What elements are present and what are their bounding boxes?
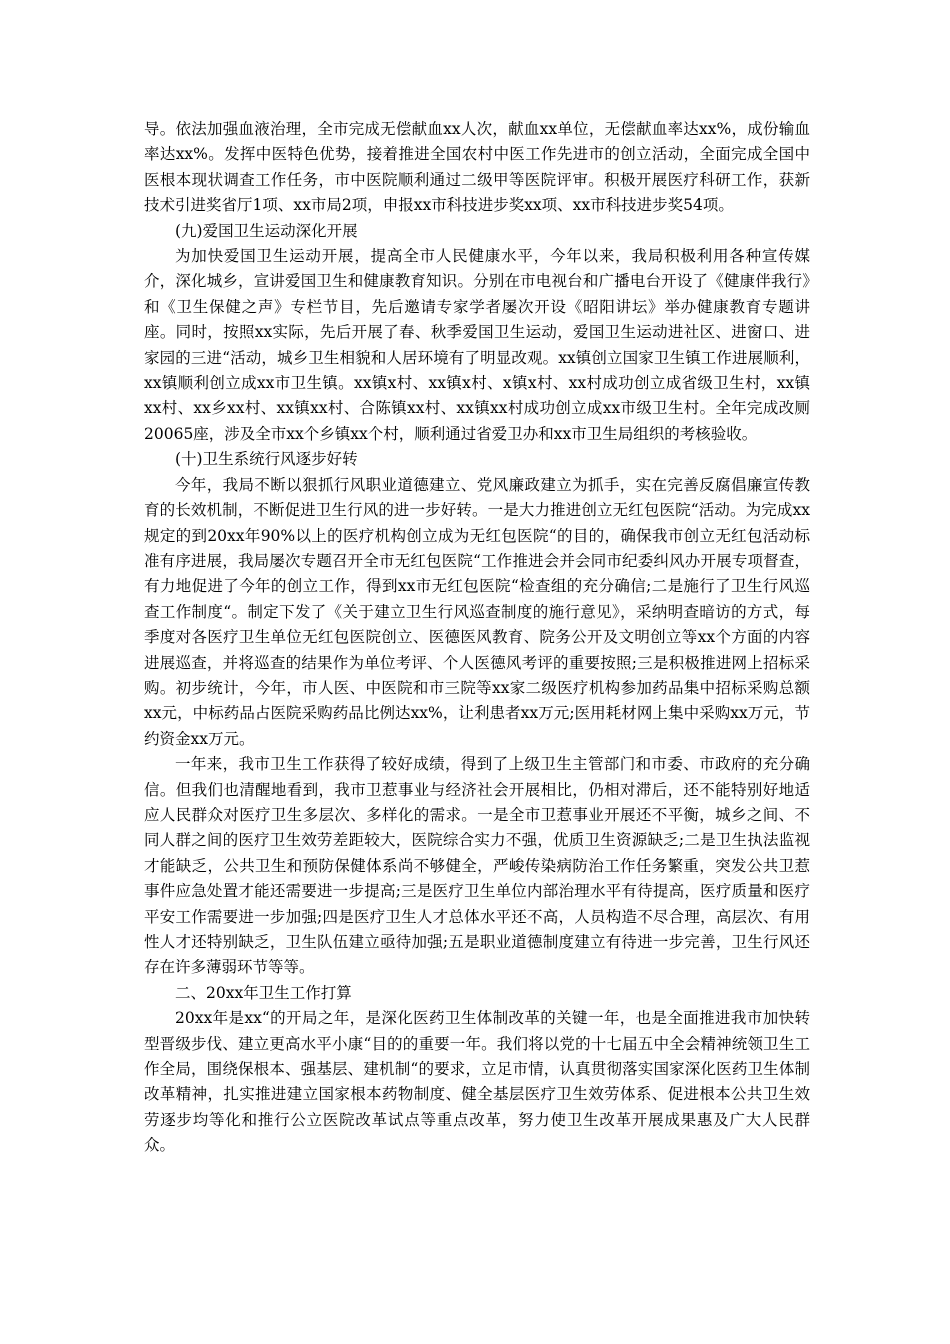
document-page: [144, 117, 810, 1159]
paragraph-industry-style: 今年，我局不断以狠抓行风职业道德建立、党风廉政建立为抓手，实在完善反腐倡廉宣传教育的长效机制，不断促进卫生行风的进一步好转。一是大力推进创立无红包医院“活动。为完成xx规定的到20xx年90%以上的医疗机构创立成为无红包医院“的目的，确保我市创立无红包活动标准有序进展，我局屡次专题召开全市无红包医院“工作推进会并会同市纪委纠风办开展专项督查，有力地促进了今年的创立工作，得到xx市无红包医院“检查组的充分确信;二是施行了卫生行风巡查工作制度“。制定下发了《关于建立卫生行风巡查制度的施行意见》，采纳明查暗访的方式，每季度对各医疗卫生单位无红包医院创立、医德医风教育、院务公开及文明创立等xx个方面的内容进展巡查，并将巡查的结果作为单位考评、个人医德风考评的重要按照;三是积极推进网上招标采购。初步统计，今年，市人医、中医院和市三院等xx家二级医疗机构参加药品集中招标采购总额xx元，中标药品占医院采购药品比例达xx%，让利患者xx万元;医用耗材网上集中采购xx万元，节约资金xx万元。: [144, 475, 810, 748]
section-heading-patriotic-health: (九)爱国卫生运动深化开展: [175, 221, 358, 240]
paragraph-patriotic-health: 为加快爱国卫生运动开展，提高全市人民健康水平，今年以来，我局积极利用各种宣传媒介，深化城乡，宣讲爱国卫生和健康教育知识。分别在市电视台和广播电台开设了《健康伴我行》和《卫生保健之声》专栏节目，先后邀请专家学者屡次开设《昭阳讲坛》举办健康教育专题讲座。同时，按照xx实际，先后开展了春、秋季爱国卫生运动，爱国卫生运动进社区、进窗口、进家园的三进“活动，城乡卫生相貌和人居环境有了明显改观。xx镇创立国家卫生镇工作进展顺利，xx镇顺利创立成xx市卫生镇。xx镇x村、xx镇x村、x镇x村、xx村成功创立成省级卫生村，xx镇xx村、xx乡xx村、xx镇xx村、合陈镇xx村、xx镇xx村成功创立成xx市级卫生村。全年完成改厕20065座，涉及全市xx个乡镇xx个村，顺利通过省爱卫办和xx市卫生局组织的考核验收。: [144, 247, 810, 443]
section-heading-next-year-plan: 二、20xx年卫生工作打算: [175, 983, 352, 1002]
paragraph-next-year-plan: 20xx年是xx“的开局之年，是深化医药卫生体制改革的关键一年，也是全面推进我市加快转型晋级步伐、建立更高水平小康“目的的重要一年。我们将以党的十七届五中全会精神统领卫生工作全局，围绕保根本、强基层、建机制“的要求，立足市情，认真贯彻落实国家深化医药卫生体制改革精神，扎实推进建立国家根本药物制度、健全基层医疗卫生效劳体系、促进根本公共卫生效劳逐步均等化和推行公立医院改革试点等重点改革，努力使卫生改革开展成果惠及广大人民群众。: [144, 1009, 810, 1155]
section-heading-industry-style: (十)卫生系统行风逐步好转: [175, 450, 358, 469]
paragraph-year-summary: 一年来，我市卫生工作获得了较好成绩，得到了上级卫生主管部门和市委、市政府的充分确信。但我们也清醒地看到，我市卫惹事业与经济社会开展相比，仍相对滞后，还不能特别好地适应人民群众对医疗卫生多层次、多样化的需求。一是全市卫惹事业开展还不平衡，城乡之间、不同人群之间的医疗卫生效劳差距较大，医院综合实力不强，优质卫生资源缺乏;二是卫生执法监视才能缺乏，公共卫生和预防保健体系尚不够健全，严峻传染病防治工作任务繁重，突发公共卫惹事件应急处置才能还需要进一步提高;三是医疗卫生单位内部治理水平有待提高，医疗质量和医疗平安工作需要进一步加强;四是医疗卫生人才总体水平还不高，人员构造不尽合理，高层次、有用性人才还特别缺乏，卫生队伍建立亟待加强;五是职业道德制度建立有待进一步完善，卫生行风还存在许多薄弱环节等等。: [144, 755, 810, 977]
paragraph-blood-and-tcm: 导。依法加强血液治理，全市完成无偿献血xx人次，献血xx单位，无偿献血率达xx%，成份输血率达xx%。发挥中医特色优势，接着推进全国农村中医工作先进市的创立活动，全面完成全国中医根本现状调查工作任务，市中医院顺利通过二级甲等医院评审。积极开展医疗科研工作，获新技术引进奖省厅1项、xx市局2项，申报xx市科技进步奖xx项、xx市科技进步奖54项。: [144, 120, 810, 215]
